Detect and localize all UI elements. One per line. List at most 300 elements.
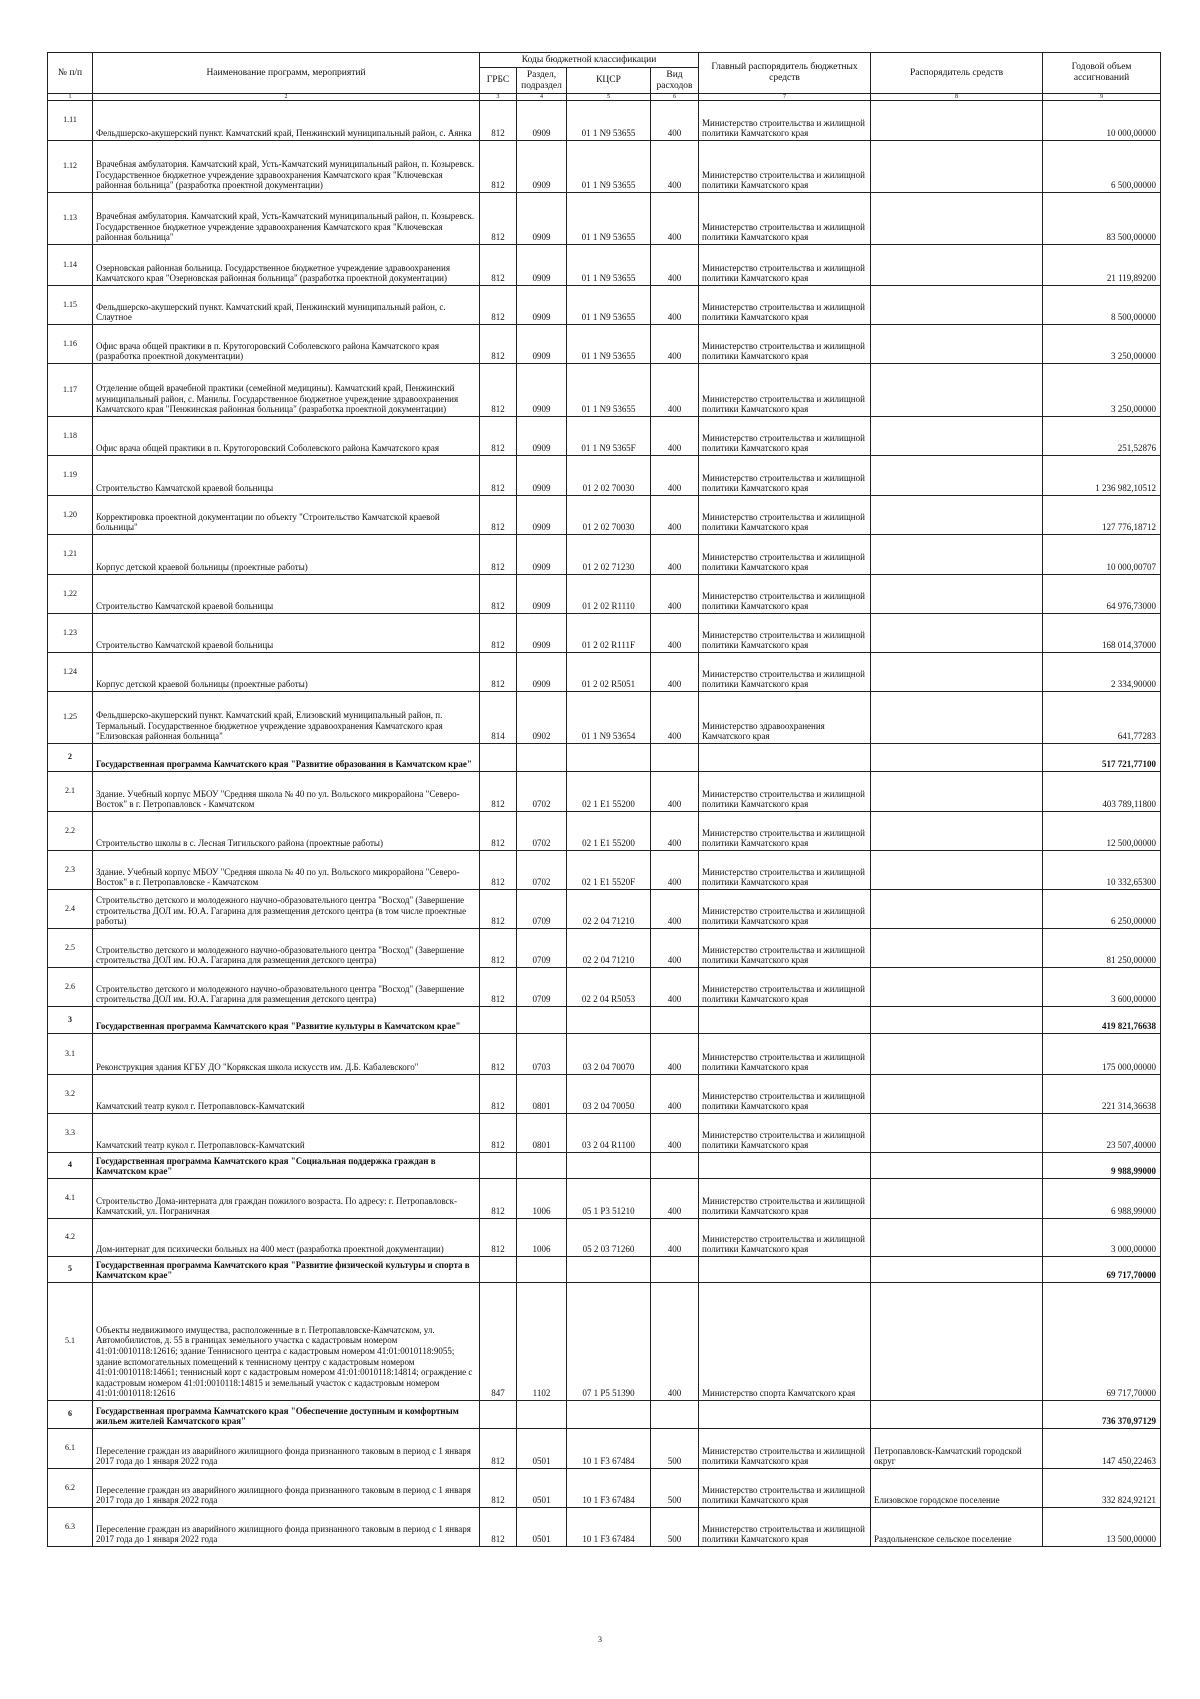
header-name: Наименование программ, мероприятий — [93, 53, 480, 94]
row-main-manager: Министерство строительства и жилищной политики Камчатского края — [699, 890, 871, 929]
row-sub-manager — [871, 193, 1043, 245]
row-number: 4.1 — [48, 1179, 93, 1219]
row-name: Строительство школы в с. Лесная Тигильского района (проектные работы) — [93, 812, 480, 851]
row-main-manager: Министерство строительства и жилищной политики Камчатского края — [699, 1508, 871, 1547]
row-sub-manager — [871, 1179, 1043, 1219]
row-grbs: 812 — [480, 812, 517, 851]
row-kcsr: 01 2 02 R111F — [567, 614, 651, 653]
row-amount: 6 500,00000 — [1043, 141, 1161, 193]
row-name: Строительство Дома-интерната для граждан пожилого возраста. По адресу: г. Петропавловск-Камчатский, ул. Пограничная — [93, 1179, 480, 1219]
row-main-manager: Министерство строительства и жилищной политики Камчатского края — [699, 325, 871, 364]
row-grbs: 812 — [480, 614, 517, 653]
row-number: 2.6 — [48, 968, 93, 1007]
row-grbs: 812 — [480, 1075, 517, 1114]
row-razdel: 0501 — [517, 1469, 567, 1508]
row-main-manager: Министерство строительства и жилищной политики Камчатского края — [699, 141, 871, 193]
row-main-manager: Министерство строительства и жилищной политики Камчатского края — [699, 653, 871, 692]
table-row — [48, 1219, 1161, 1257]
row-razdel: 0909 — [517, 193, 567, 245]
table-row — [48, 968, 1161, 1007]
row-main-manager: Министерство спорта Камчатского края — [699, 1283, 871, 1401]
row-razdel: 1102 — [517, 1283, 567, 1401]
header-index: 5 — [567, 94, 651, 101]
row-amount: 3 000,00000 — [1043, 1219, 1161, 1257]
row-vid: 400 — [651, 653, 699, 692]
row-vid — [651, 1401, 699, 1429]
row-number: 1.20 — [48, 496, 93, 535]
row-kcsr: 01 1 N9 53655 — [567, 245, 651, 286]
row-grbs: 812 — [480, 245, 517, 286]
header-kcsr: КЦСР — [567, 68, 651, 94]
row-name: Строительство Камчатской краевой больницы — [93, 456, 480, 496]
row-number: 1.13 — [48, 193, 93, 245]
row-kcsr — [567, 1153, 651, 1179]
row-number: 1.11 — [48, 101, 93, 141]
row-razdel: 0702 — [517, 812, 567, 851]
row-sub-manager: Раздольненское сельское поселение — [871, 1508, 1043, 1547]
row-grbs: 812 — [480, 575, 517, 614]
row-razdel: 0801 — [517, 1114, 567, 1153]
row-sub-manager — [871, 1283, 1043, 1401]
row-main-manager: Министерство строительства и жилищной политики Камчатского края — [699, 929, 871, 968]
header-vid: Вид расходов — [651, 68, 699, 94]
row-razdel: 0909 — [517, 417, 567, 456]
row-grbs: 812 — [480, 364, 517, 417]
row-kcsr: 03 2 04 70070 — [567, 1034, 651, 1075]
row-sub-manager — [871, 535, 1043, 575]
row-name: Государственная программа Камчатского края "Социальная поддержка граждан в Камчатском крае" — [93, 1153, 480, 1179]
row-vid: 400 — [651, 456, 699, 496]
row-vid — [651, 744, 699, 772]
row-razdel: 0909 — [517, 325, 567, 364]
row-amount: 403 789,11800 — [1043, 772, 1161, 812]
row-vid: 400 — [651, 772, 699, 812]
row-sub-manager — [871, 1219, 1043, 1257]
row-number: 2.5 — [48, 929, 93, 968]
row-razdel: 0501 — [517, 1429, 567, 1469]
row-amount: 127 776,18712 — [1043, 496, 1161, 535]
row-razdel: 0702 — [517, 772, 567, 812]
table-row — [48, 1283, 1161, 1401]
row-grbs: 812 — [480, 1469, 517, 1508]
row-razdel: 0909 — [517, 364, 567, 417]
header-codes-group: Коды бюджетной классификации — [480, 53, 699, 68]
row-main-manager: Министерство строительства и жилищной политики Камчатского края — [699, 417, 871, 456]
row-amount: 81 250,00000 — [1043, 929, 1161, 968]
row-main-manager — [699, 1257, 871, 1283]
row-kcsr: 01 1 N9 53655 — [567, 101, 651, 141]
row-grbs: 812 — [480, 1219, 517, 1257]
table-row — [48, 245, 1161, 286]
row-sub-manager: Елизовское городское поселение — [871, 1469, 1043, 1508]
row-name: Корпус детской краевой больницы (проектные работы) — [93, 535, 480, 575]
table-row — [48, 744, 1161, 772]
table-row — [48, 1153, 1161, 1179]
table-row — [48, 193, 1161, 245]
row-razdel: 0801 — [517, 1075, 567, 1114]
row-razdel: 0909 — [517, 101, 567, 141]
row-razdel: 0909 — [517, 535, 567, 575]
row-amount: 23 507,40000 — [1043, 1114, 1161, 1153]
row-name: Корректировка проектной документации по объекту "Строительство Камчатской краевой больницы" — [93, 496, 480, 535]
row-number: 3.2 — [48, 1075, 93, 1114]
row-kcsr — [567, 1401, 651, 1429]
table-row — [48, 653, 1161, 692]
row-amount: 221 314,36638 — [1043, 1075, 1161, 1114]
row-razdel: 0709 — [517, 890, 567, 929]
row-name: Корпус детской краевой больницы (проектные работы) — [93, 653, 480, 692]
page-number: 3 — [598, 1635, 602, 1644]
row-number: 1.23 — [48, 614, 93, 653]
row-number: 6.2 — [48, 1469, 93, 1508]
row-name: Здание. Учебный корпус МБОУ "Средняя школа № 40 по ул. Вольского микрорайона "Северо-Восток" в г. Петропавловск - Камчатском — [93, 772, 480, 812]
row-number: 1.21 — [48, 535, 93, 575]
row-razdel: 0909 — [517, 245, 567, 286]
row-razdel: 0909 — [517, 456, 567, 496]
row-grbs: 812 — [480, 193, 517, 245]
row-grbs: 812 — [480, 1508, 517, 1547]
row-amount: 6 988,99000 — [1043, 1179, 1161, 1219]
row-kcsr: 02 2 04 R5053 — [567, 968, 651, 1007]
row-grbs: 812 — [480, 653, 517, 692]
row-name: Строительство Камчатской краевой больницы — [93, 575, 480, 614]
row-name: Строительство детского и молодежного научно-образовательного центра "Восход" (Завершение строительства ДОЛ им. Ю.А. Гагарина для размещения детского центра) — [93, 929, 480, 968]
row-number: 4.2 — [48, 1219, 93, 1257]
row-main-manager: Министерство строительства и жилищной политики Камчатского края — [699, 286, 871, 325]
row-grbs: 847 — [480, 1283, 517, 1401]
row-vid: 400 — [651, 496, 699, 535]
table-row — [48, 614, 1161, 653]
row-grbs — [480, 1257, 517, 1283]
row-razdel — [517, 1257, 567, 1283]
row-name: Фельдшерско-акушерский пункт. Камчатский край, Пенжинский муниципальный район, с. Аянка — [93, 101, 480, 141]
table-body — [48, 101, 1161, 1547]
row-main-manager: Министерство строительства и жилищной политики Камчатского края — [699, 1114, 871, 1153]
row-sub-manager — [871, 456, 1043, 496]
row-number: 6 — [48, 1401, 93, 1429]
row-amount: 64 976,73000 — [1043, 575, 1161, 614]
row-number: 1.25 — [48, 692, 93, 744]
row-vid: 400 — [651, 1179, 699, 1219]
row-grbs: 812 — [480, 772, 517, 812]
row-razdel: 0703 — [517, 1034, 567, 1075]
row-main-manager: Министерство строительства и жилищной политики Камчатского края — [699, 101, 871, 141]
row-razdel — [517, 744, 567, 772]
table-header — [48, 53, 1161, 101]
row-main-manager: Министерство строительства и жилищной политики Камчатского края — [699, 772, 871, 812]
row-vid: 400 — [651, 929, 699, 968]
row-name: Камчатский театр кукол г. Петропавловск-Камчатский — [93, 1075, 480, 1114]
row-sub-manager — [871, 929, 1043, 968]
row-name: Отделение общей врачебной практики (семейной медицины). Камчатский край, Пенжинский муниципальный район, с. Манилы. Государственное бюджетное учреждение здравоохранения Камчатского края "Пенжинская районная больница" (разработка проектной документации) — [93, 364, 480, 417]
row-sub-manager — [871, 1153, 1043, 1179]
row-kcsr: 10 1 F3 67484 — [567, 1469, 651, 1508]
row-number: 2 — [48, 744, 93, 772]
header-index: 3 — [480, 94, 517, 101]
row-razdel: 0909 — [517, 653, 567, 692]
budget-table — [47, 52, 1161, 1547]
row-grbs — [480, 744, 517, 772]
row-amount: 21 119,89200 — [1043, 245, 1161, 286]
row-main-manager — [699, 1401, 871, 1429]
row-main-manager: Министерство строительства и жилищной политики Камчатского края — [699, 851, 871, 890]
row-main-manager: Министерство строительства и жилищной политики Камчатского края — [699, 496, 871, 535]
row-kcsr — [567, 1257, 651, 1283]
header-num: № п/п — [48, 53, 93, 94]
row-amount: 3 250,00000 — [1043, 364, 1161, 417]
row-vid: 400 — [651, 364, 699, 417]
row-razdel: 0909 — [517, 614, 567, 653]
row-kcsr: 01 2 02 70030 — [567, 496, 651, 535]
row-grbs: 812 — [480, 141, 517, 193]
row-grbs: 812 — [480, 1429, 517, 1469]
row-name: Объекты недвижимого имущества, расположенные в г. Петропавловске-Камчатском, ул. Автомобилистов, д. 55 в границах земельного участка с кадастровым номером 41:01:0010118:12616; здание Теннисного центра с кадастровым номером 41:01:0010118:9055; здание вспомогательных помещений к теннисному центру с кадастровым номером 41:01:0010118:14661; теннисный корт с кадастровым номером 41:01:0010118:14814; ограждение с кадастровым номером 41:01:0010118:14815 и земельный участок с кадастровым номером 41:01:0010118:12616 — [93, 1283, 480, 1401]
row-kcsr: 01 2 02 71230 — [567, 535, 651, 575]
row-amount: 13 500,00000 — [1043, 1508, 1161, 1547]
row-grbs: 812 — [480, 890, 517, 929]
row-name: Врачебная амбулатория. Камчатский край, Усть-Камчатский муниципальный район, п. Козыревск. Государственное бюджетное учреждение здравоохранения Камчатского края "Ключевская районная больница" — [93, 193, 480, 245]
row-kcsr: 01 1 N9 53655 — [567, 141, 651, 193]
row-name: Государственная программа Камчатского края "Развитие физической культуры и спорта в Камчатском крае" — [93, 1257, 480, 1283]
row-vid: 400 — [651, 575, 699, 614]
row-kcsr: 07 1 P5 51390 — [567, 1283, 651, 1401]
row-vid: 400 — [651, 692, 699, 744]
row-name: Строительство детского и молодежного научно-образовательного центра "Восход" (Завершение строительства ДОЛ им. Ю.А. Гагарина для размещения детского центра (в том числе проектные работы) — [93, 890, 480, 929]
row-number: 6.1 — [48, 1429, 93, 1469]
row-number: 3 — [48, 1007, 93, 1034]
row-name: Переселение граждан из аварийного жилищного фонда признанного таковым в период с 1 января 2017 года до 1 января 2022 года — [93, 1469, 480, 1508]
row-number: 2.1 — [48, 772, 93, 812]
row-grbs: 812 — [480, 325, 517, 364]
table-row — [48, 929, 1161, 968]
row-amount: 3 600,00000 — [1043, 968, 1161, 1007]
row-name: Строительство детского и молодежного научно-образовательного центра "Восход" (Завершение строительства ДОЛ им. Ю.А. Гагарина для размещения детского центра) — [93, 968, 480, 1007]
row-vid: 400 — [651, 325, 699, 364]
row-vid: 400 — [651, 812, 699, 851]
table-row — [48, 1114, 1161, 1153]
row-name: Строительство Камчатской краевой больницы — [93, 614, 480, 653]
table-row — [48, 1179, 1161, 1219]
row-razdel: 0702 — [517, 851, 567, 890]
header-index-row — [48, 94, 1161, 101]
row-number: 1.16 — [48, 325, 93, 364]
row-vid: 400 — [651, 1034, 699, 1075]
row-sub-manager — [871, 614, 1043, 653]
row-vid: 400 — [651, 968, 699, 1007]
row-vid: 400 — [651, 245, 699, 286]
row-sub-manager — [871, 286, 1043, 325]
row-main-manager: Министерство строительства и жилищной политики Камчатского края — [699, 812, 871, 851]
table-row — [48, 456, 1161, 496]
row-vid: 400 — [651, 890, 699, 929]
header-grbs: ГРБС — [480, 68, 517, 94]
row-amount: 1 236 982,10512 — [1043, 456, 1161, 496]
row-kcsr: 03 2 04 70050 — [567, 1075, 651, 1114]
table-row — [48, 1257, 1161, 1283]
row-number: 1.19 — [48, 456, 93, 496]
row-main-manager: Министерство строительства и жилищной политики Камчатского края — [699, 575, 871, 614]
row-vid: 400 — [651, 1219, 699, 1257]
row-kcsr: 03 2 04 R1100 — [567, 1114, 651, 1153]
row-kcsr: 02 2 04 71210 — [567, 929, 651, 968]
row-name: Фельдшерско-акушерский пункт. Камчатский край, Елизовский муниципальный район, п. Термальный. Государственное бюджетное учреждение здравоохранения Камчатского края "Елизовская районная больница" — [93, 692, 480, 744]
row-number: 1.24 — [48, 653, 93, 692]
table-row — [48, 1007, 1161, 1034]
row-number: 2.2 — [48, 812, 93, 851]
row-sub-manager — [871, 1257, 1043, 1283]
row-amount: 175 000,00000 — [1043, 1034, 1161, 1075]
row-sub-manager — [871, 496, 1043, 535]
row-razdel: 0709 — [517, 968, 567, 1007]
row-razdel — [517, 1153, 567, 1179]
row-grbs: 812 — [480, 456, 517, 496]
row-main-manager: Министерство строительства и жилищной политики Камчатского края — [699, 193, 871, 245]
row-grbs: 812 — [480, 968, 517, 1007]
table-row — [48, 286, 1161, 325]
row-number: 1.14 — [48, 245, 93, 286]
row-vid: 400 — [651, 535, 699, 575]
header-sub-manager: Распорядитель средств — [871, 53, 1043, 94]
row-vid: 400 — [651, 193, 699, 245]
row-amount: 9 988,99000 — [1043, 1153, 1161, 1179]
row-razdel — [517, 1401, 567, 1429]
row-sub-manager — [871, 812, 1043, 851]
row-number: 6.3 — [48, 1508, 93, 1547]
row-amount: 6 250,00000 — [1043, 890, 1161, 929]
table-row — [48, 575, 1161, 614]
row-grbs — [480, 1153, 517, 1179]
row-main-manager: Министерство строительства и жилищной политики Камчатского края — [699, 535, 871, 575]
row-main-manager — [699, 1007, 871, 1034]
row-main-manager: Министерство здравоохранения Камчатского края — [699, 692, 871, 744]
row-vid: 400 — [651, 614, 699, 653]
table-row — [48, 812, 1161, 851]
row-kcsr: 01 2 02 R5051 — [567, 653, 651, 692]
header-index: 7 — [699, 94, 871, 101]
row-main-manager — [699, 744, 871, 772]
table-row — [48, 890, 1161, 929]
table-row — [48, 772, 1161, 812]
row-sub-manager — [871, 417, 1043, 456]
row-amount: 168 014,37000 — [1043, 614, 1161, 653]
row-number: 3.3 — [48, 1114, 93, 1153]
row-grbs: 812 — [480, 929, 517, 968]
row-kcsr: 05 1 P3 51210 — [567, 1179, 651, 1219]
table-row — [48, 535, 1161, 575]
row-main-manager: Министерство строительства и жилищной политики Камчатского края — [699, 1075, 871, 1114]
row-name: Переселение граждан из аварийного жилищного фонда признанного таковым в период с 1 января 2017 года до 1 января 2022 года — [93, 1508, 480, 1547]
table-row — [48, 692, 1161, 744]
row-sub-manager: Петропавловск-Камчатский городской округ — [871, 1429, 1043, 1469]
row-name: Врачебная амбулатория. Камчатский край, Усть-Камчатский муниципальный район, п. Козыревск. Государственное бюджетное учреждение здравоохранения Камчатского края "Ключевская районная больница" (разработка проектной документации) — [93, 141, 480, 193]
row-vid — [651, 1153, 699, 1179]
row-main-manager: Министерство строительства и жилищной политики Камчатского края — [699, 456, 871, 496]
table-row — [48, 1401, 1161, 1429]
row-grbs: 812 — [480, 1179, 517, 1219]
row-vid: 500 — [651, 1429, 699, 1469]
row-name: Реконструкция здания КГБУ ДО "Корякская школа искусств им. Д.Б. Кабалевского" — [93, 1034, 480, 1075]
header-index: 9 — [1043, 94, 1161, 101]
table-row — [48, 1429, 1161, 1469]
row-sub-manager — [871, 325, 1043, 364]
row-main-manager: Министерство строительства и жилищной политики Камчатского края — [699, 614, 871, 653]
row-amount: 332 824,92121 — [1043, 1469, 1161, 1508]
row-amount: 3 250,00000 — [1043, 325, 1161, 364]
row-grbs: 812 — [480, 851, 517, 890]
row-vid: 400 — [651, 851, 699, 890]
row-kcsr: 10 1 F3 67484 — [567, 1429, 651, 1469]
table-row — [48, 364, 1161, 417]
row-name: Офис врача общей практики в п. Крутогоровский Соболевского района Камчатского края — [93, 417, 480, 456]
row-kcsr: 01 1 N9 5365F — [567, 417, 651, 456]
table-row — [48, 417, 1161, 456]
row-razdel: 0909 — [517, 286, 567, 325]
row-amount: 69 717,70000 — [1043, 1283, 1161, 1401]
row-number: 5 — [48, 1257, 93, 1283]
row-sub-manager — [871, 364, 1043, 417]
row-vid: 500 — [651, 1508, 699, 1547]
row-vid: 400 — [651, 1114, 699, 1153]
row-amount: 10 000,00707 — [1043, 535, 1161, 575]
row-main-manager: Министерство строительства и жилищной политики Камчатского края — [699, 1179, 871, 1219]
table-row — [48, 1469, 1161, 1508]
row-name: Дом-интернат для психически больных на 400 мест (разработка проектной документации) — [93, 1219, 480, 1257]
row-number: 4 — [48, 1153, 93, 1179]
row-grbs: 812 — [480, 1034, 517, 1075]
row-grbs — [480, 1007, 517, 1034]
row-amount: 419 821,76638 — [1043, 1007, 1161, 1034]
table-row — [48, 496, 1161, 535]
row-vid — [651, 1257, 699, 1283]
row-sub-manager — [871, 692, 1043, 744]
header-main-manager: Главный распорядитель бюджетных средств — [699, 53, 871, 94]
row-kcsr: 01 1 N9 53655 — [567, 193, 651, 245]
row-kcsr: 02 1 E1 5520F — [567, 851, 651, 890]
row-vid: 400 — [651, 1283, 699, 1401]
row-sub-manager — [871, 1114, 1043, 1153]
row-kcsr: 01 1 N9 53654 — [567, 692, 651, 744]
row-name: Государственная программа Камчатского края "Развитие образования в Камчатском крае" — [93, 744, 480, 772]
row-number: 5.1 — [48, 1283, 93, 1401]
row-amount: 8 500,00000 — [1043, 286, 1161, 325]
row-razdel: 1006 — [517, 1219, 567, 1257]
row-sub-manager — [871, 772, 1043, 812]
row-kcsr: 02 2 04 71210 — [567, 890, 651, 929]
header-index: 1 — [48, 94, 93, 101]
row-sub-manager — [871, 1007, 1043, 1034]
row-razdel: 0501 — [517, 1508, 567, 1547]
row-number: 1.22 — [48, 575, 93, 614]
row-kcsr: 10 1 F3 67484 — [567, 1508, 651, 1547]
row-grbs: 812 — [480, 535, 517, 575]
row-number: 1.12 — [48, 141, 93, 193]
header-index: 6 — [651, 94, 699, 101]
row-kcsr: 01 1 N9 53655 — [567, 325, 651, 364]
row-vid: 400 — [651, 101, 699, 141]
row-kcsr: 01 1 N9 53655 — [567, 286, 651, 325]
row-main-manager: Министерство строительства и жилищной политики Камчатского края — [699, 1429, 871, 1469]
row-sub-manager — [871, 1075, 1043, 1114]
row-amount: 83 500,00000 — [1043, 193, 1161, 245]
row-sub-manager — [871, 1034, 1043, 1075]
row-grbs: 812 — [480, 496, 517, 535]
row-grbs: 812 — [480, 286, 517, 325]
row-name: Здание. Учебный корпус МБОУ "Средняя школа № 40 по ул. Вольского микрорайона "Северо-Восток" в г. Петропавловске - Камчатском — [93, 851, 480, 890]
row-sub-manager — [871, 141, 1043, 193]
row-name: Озерновская районная больница. Государственное бюджетное учреждение здравоохранения Камчатского края "Озерновская районная больница" (разработка проектной документации) — [93, 245, 480, 286]
row-vid: 500 — [651, 1469, 699, 1508]
row-main-manager: Министерство строительства и жилищной политики Камчатского края — [699, 968, 871, 1007]
